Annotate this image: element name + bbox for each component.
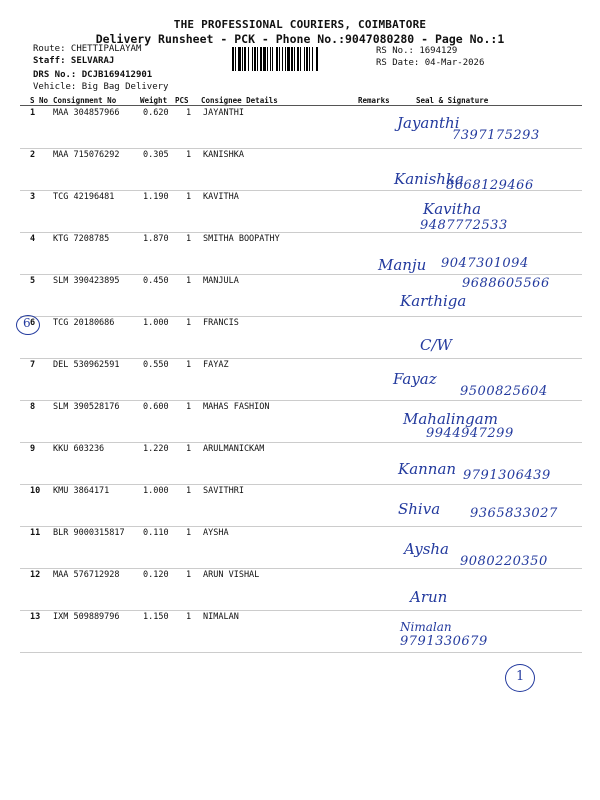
row-6-circle-mark	[16, 315, 40, 335]
pcs-count: 1	[186, 444, 192, 454]
row-divider	[20, 148, 582, 149]
consignment-no: IXM 509889796	[53, 612, 120, 622]
row-sno: 8	[30, 402, 36, 412]
consignment-no: MAA 576712928	[53, 570, 120, 580]
row-divider	[20, 442, 582, 443]
consignee-name: ARUN VISHAL	[203, 570, 260, 580]
col-consignment: Consignment No	[53, 96, 117, 105]
consignment-no: MAA 304857966	[53, 108, 120, 118]
consignment-no: MAA 715076292	[53, 150, 120, 160]
phone-5: 9688605566	[462, 276, 550, 291]
phone-13: 9791330679	[400, 634, 488, 649]
row-divider	[20, 316, 582, 317]
weight: 0.600	[143, 402, 169, 412]
table-row	[20, 612, 580, 654]
row-sno: 1	[30, 108, 36, 118]
weight: 0.110	[143, 528, 169, 538]
phone-3: 9487772533	[420, 218, 508, 233]
row-sno: 5	[30, 276, 36, 286]
row-sno: 7	[30, 360, 36, 370]
signature-2: Kanishka	[394, 170, 464, 188]
page-circle-mark	[505, 664, 535, 692]
row-sno: 2	[30, 150, 36, 160]
consignment-no: SLM 390423895	[53, 276, 120, 286]
row-sno: 9	[30, 444, 36, 454]
weight: 1.000	[143, 486, 169, 496]
signature-11: Aysha	[404, 540, 449, 558]
pcs-count: 1	[186, 234, 192, 244]
rs-date: RS Date: 04-Mar-2026	[376, 58, 485, 68]
pcs-count: 1	[186, 318, 192, 328]
consignee-name: FAYAZ	[203, 360, 229, 370]
consignee-name: KANISHKA	[203, 150, 244, 160]
consignee-name: SAVITHRI	[203, 486, 244, 496]
row-sno: 6	[30, 318, 36, 328]
table-row	[20, 318, 580, 360]
consignment-no: DEL 530962591	[53, 360, 120, 370]
weight: 1.150	[143, 612, 169, 622]
weight: 0.120	[143, 570, 169, 580]
route-label: Route: CHETTIPALAYAM	[33, 44, 142, 54]
consignee-name: ARULMANICKAM	[203, 444, 265, 454]
page-circle-label: 1	[516, 669, 525, 684]
weight: 1.870	[143, 234, 169, 244]
consignment-no: SLM 390528176	[53, 402, 120, 412]
consignee-name: NIMALAN	[203, 612, 239, 622]
col-remarks: Remarks	[358, 96, 390, 105]
rs-no: RS No.: 1694129	[376, 46, 458, 56]
signature-4: Manju	[378, 256, 427, 274]
phone-1: 7397175293	[452, 128, 540, 143]
consignee-name: MAHAS FASHION	[203, 402, 270, 412]
row-divider	[20, 358, 582, 359]
weight: 0.620	[143, 108, 169, 118]
signature-9: Kannan	[398, 460, 457, 478]
signature-5: Karthiga	[400, 292, 467, 310]
weight: 0.305	[143, 150, 169, 160]
phone-8: 9944947299	[426, 426, 514, 441]
row-divider	[20, 274, 582, 275]
weight: 0.550	[143, 360, 169, 370]
consignment-no: KKU 603236	[53, 444, 105, 454]
signature-7: Fayaz	[393, 370, 437, 388]
signature-10: Shiva	[398, 500, 441, 518]
row-divider	[20, 526, 582, 527]
signature-13: Nimalan	[400, 620, 452, 634]
consignee-name: FRANCIS	[203, 318, 239, 328]
row-divider	[20, 652, 582, 653]
consignee-name: MANJULA	[203, 276, 239, 286]
phone-10: 9365833027	[470, 506, 558, 521]
pcs-count: 1	[186, 360, 192, 370]
col-weight: Weight	[140, 96, 168, 105]
consignee-name: KAVITHA	[203, 192, 239, 202]
staff-label: Staff: SELVARAJ	[33, 56, 115, 66]
weight: 1.190	[143, 192, 169, 202]
company-title: THE PROFESSIONAL COURIERS, COIMBATORE	[173, 18, 427, 31]
pcs-count: 1	[186, 192, 192, 202]
header-rule	[20, 105, 582, 106]
row-sno: 4	[30, 234, 36, 244]
row-sno: 3	[30, 192, 36, 202]
pcs-count: 1	[186, 486, 192, 496]
pcs-count: 1	[186, 402, 192, 412]
pcs-count: 1	[186, 570, 192, 580]
pcs-count: 1	[186, 150, 192, 160]
row-6-circle-label: 6	[23, 316, 31, 330]
table-row	[20, 570, 580, 612]
row-sno: 10	[30, 486, 41, 496]
row-divider	[20, 610, 582, 611]
consignment-no: TCG 20180686	[53, 318, 115, 328]
col-seal-signature: Seal & Signature	[416, 96, 489, 105]
col-sno: S No	[30, 96, 49, 105]
barcode-image	[232, 47, 370, 71]
signature-6-note: C/W	[420, 336, 452, 354]
consignment-no: KTG 7208785	[53, 234, 110, 244]
consignment-no: KMU 3864171	[53, 486, 110, 496]
row-divider	[20, 400, 582, 401]
signature-3: Kavitha	[423, 200, 482, 218]
phone-4: 9047301094	[441, 256, 529, 271]
consignee-name: SMITHA BOOPATHY	[203, 234, 280, 244]
pcs-count: 1	[186, 612, 192, 622]
phone-2: 8668129466	[446, 178, 534, 193]
row-sno: 12	[30, 570, 41, 580]
weight: 1.000	[143, 318, 169, 328]
signature-12: Arun	[410, 588, 448, 606]
drs-label: DRS No.: DCJB169412901	[33, 70, 153, 80]
weight: 0.450	[143, 276, 169, 286]
weight: 1.220	[143, 444, 169, 454]
row-sno: 11	[30, 528, 41, 538]
phone-7: 9500825604	[460, 384, 548, 399]
row-divider	[20, 484, 582, 485]
consignment-no: TCG 42196481	[53, 192, 115, 202]
col-consignee: Consignee Details	[201, 96, 278, 105]
col-pcs: PCS	[175, 96, 189, 105]
signature-1: Jayanthi	[397, 114, 460, 132]
consignee-name: AYSHA	[203, 528, 229, 538]
runsheet-subtitle: Delivery Runsheet - PCK - Phone No.:9047080280 - Page No.:1	[95, 32, 505, 46]
pcs-count: 1	[186, 528, 192, 538]
vehicle-label: Vehicle: Big Bag Delivery	[33, 82, 169, 92]
phone-9: 9791306439	[463, 468, 551, 483]
pcs-count: 1	[186, 276, 192, 286]
signature-8: Mahalingam	[403, 410, 498, 428]
pcs-count: 1	[186, 108, 192, 118]
consignment-no: BLR 9000315817	[53, 528, 125, 538]
row-sno: 13	[30, 612, 41, 622]
phone-11: 9080220350	[460, 554, 548, 569]
consignee-name: JAYANTHI	[203, 108, 244, 118]
